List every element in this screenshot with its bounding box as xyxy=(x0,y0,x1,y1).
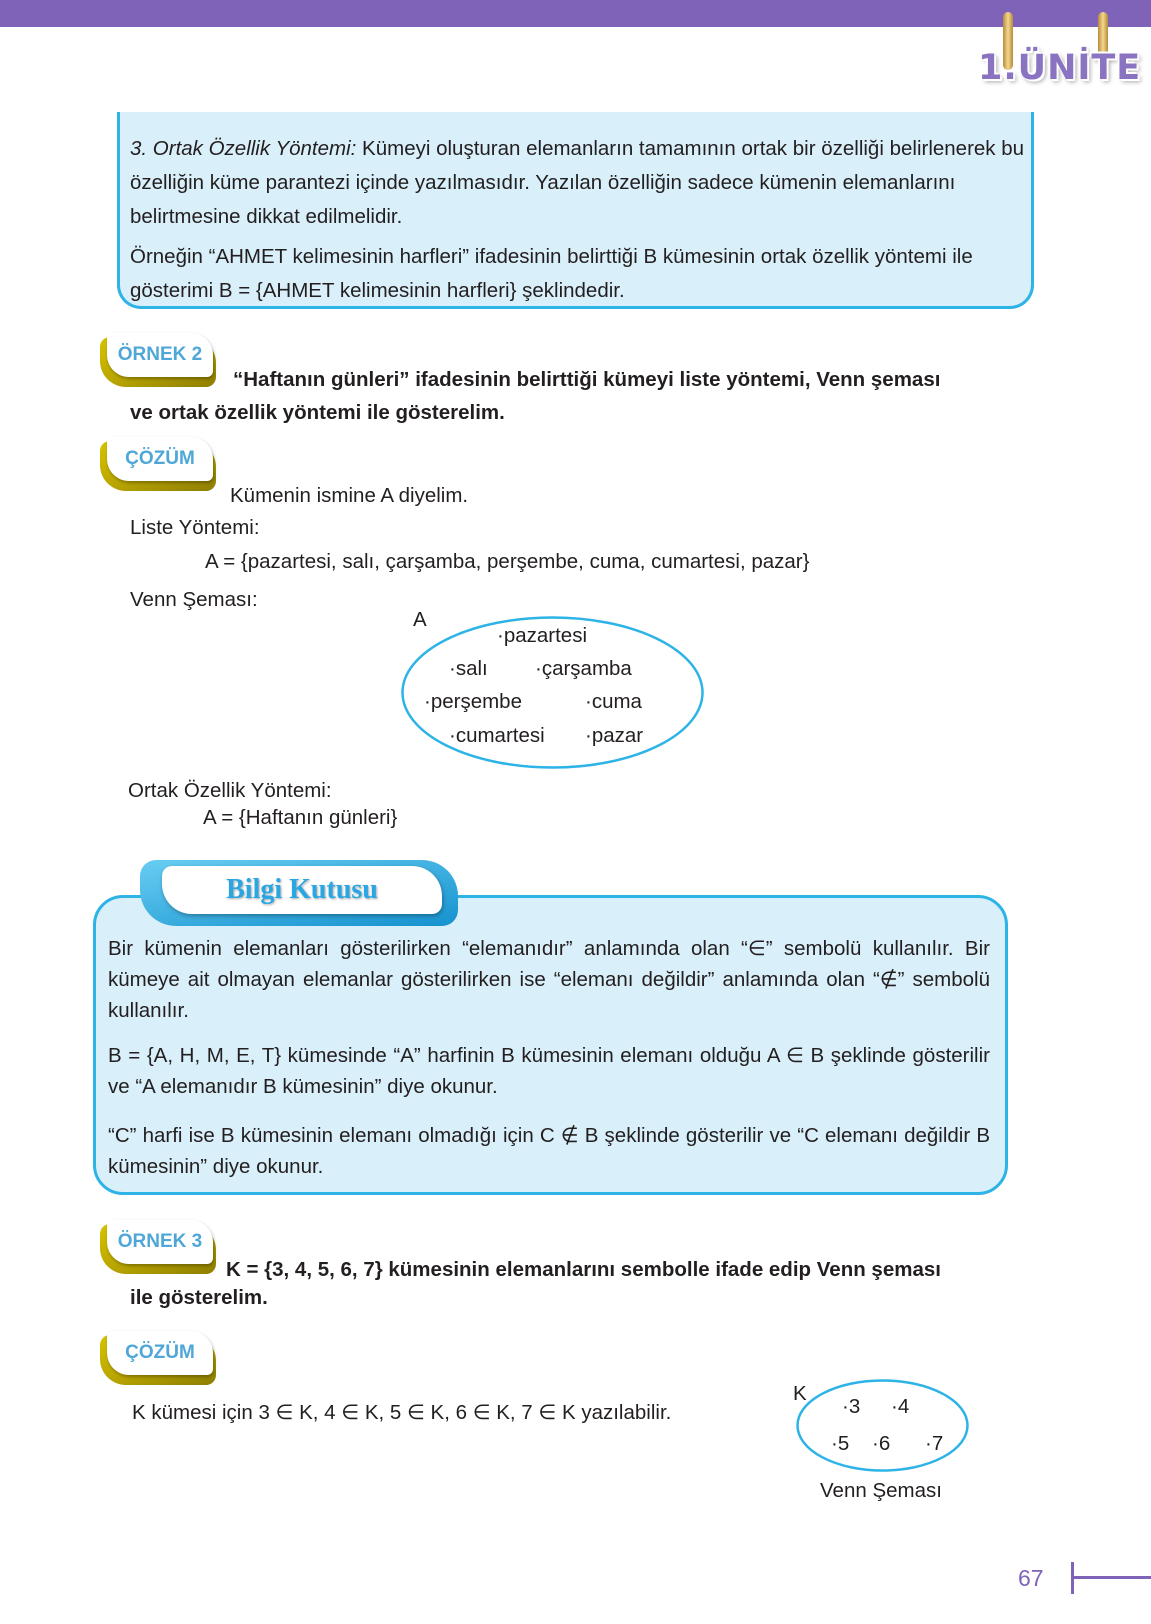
page-number: 67 xyxy=(1018,1565,1044,1591)
common-property-heading: Ortak Özellik Yöntemi: xyxy=(128,779,332,802)
venn-diagram-days xyxy=(400,615,705,770)
method-title: 3. Ortak Özellik Yöntemi: xyxy=(130,137,357,160)
venn-diagram-heading: Venn Şeması: xyxy=(130,588,258,611)
venn-set-label-k: K xyxy=(793,1382,807,1405)
solution-3-statement: K kümesi için 3 ∈ K, 4 ∈ K, 5 ∈ K, 6 ∈ K, 7 ∈ K yazılabilir. xyxy=(132,1401,672,1424)
venn-caption: Venn Şeması xyxy=(820,1479,942,1502)
page-marker-line xyxy=(1071,1576,1151,1579)
unit-label: 1.ÜNİTE xyxy=(978,48,1142,88)
example-2-question-line-2: ve ortak özellik yöntemi ile gösterelim. xyxy=(130,401,505,424)
example-2-label: ÖRNEK 2 xyxy=(117,344,203,365)
venn-element: ·3 xyxy=(842,1395,861,1418)
venn-element: ·cuma xyxy=(585,690,642,713)
venn-element: ·cumartesi xyxy=(449,724,545,747)
venn-element: ·6 xyxy=(872,1432,891,1455)
solution-3-tab xyxy=(100,1331,218,1387)
example-3-question-line-1: K = {3, 4, 5, 6, 7} kümesinin elemanlarını sembolle ifade edip Venn şeması xyxy=(226,1258,941,1281)
info-box-paragraph-1: Bir kümenin elemanları gösterilirken “elemanıdır” anlamında olan “∈” sembolü kullanılır. Bir kümeye ait olmayan elemanlar gösterilirken ise “elemanı değildir” anlamında olan “∉” sembolü kullanılır. xyxy=(108,937,990,1022)
method-paragraph-1 xyxy=(130,132,1030,234)
venn-element: ·perşembe xyxy=(424,690,522,713)
venn-element: ·5 xyxy=(831,1432,850,1455)
list-method-set: A = {pazartesi, salı, çarşamba, perşembe, cuma, cumartesi, pazar} xyxy=(205,550,810,573)
info-box-header xyxy=(140,860,458,926)
solution-2-label: ÇÖZÜM xyxy=(125,448,195,469)
info-box-title: Bilgi Kutusu xyxy=(226,874,378,905)
example-2-question-line-1: “Haftanın günleri” ifadesinin belirttiği kümeyi liste yöntemi, Venn şeması xyxy=(233,368,941,391)
method-description: Kümeyi oluşturan elemanların tamamının ortak bir özelliği belirlenerek bu özelliğin küme parantezi içinde yazılmasıdır. Yazılan özelliğin sadece kümenin elemanlarını belirtmesine dikkat edilmelidir. xyxy=(130,137,1025,228)
venn-diagram-k xyxy=(795,1378,970,1473)
solution-3-label: ÇÖZÜM xyxy=(125,1342,195,1363)
unit-badge xyxy=(978,12,1142,102)
venn-element: ·4 xyxy=(891,1395,910,1418)
venn-element: ·7 xyxy=(925,1432,944,1455)
venn-element: ·salı xyxy=(449,657,488,680)
venn-element: ·çarşamba xyxy=(535,657,632,680)
info-box-paragraph-2: B = {A, H, M, E, T} kümesinde “A” harfinin B kümesinin elemanı olduğu A ∈ B şeklinde gösterilir ve “A elemanıdır B kümesinin” diye okunur. xyxy=(108,1044,990,1098)
example-3-label: ÖRNEK 3 xyxy=(117,1231,203,1252)
venn-set-label-a: A xyxy=(413,608,427,631)
solution-2-intro: Kümenin ismine A diyelim. xyxy=(230,484,469,507)
common-property-set: A = {Haftanın günleri} xyxy=(203,806,398,829)
solution-2-tab xyxy=(100,437,218,493)
info-box-paragraph-3: “C” harfi ise B kümesinin elemanı olmadığı için C ∉ B şeklinde gösterilir ve “C elemanı değildir B kümesinin” diye okunur. xyxy=(108,1124,990,1178)
example-3-tab xyxy=(100,1220,218,1276)
venn-ellipse xyxy=(798,1381,968,1471)
list-method-heading: Liste Yöntemi: xyxy=(130,516,260,539)
example-3-question-line-2: ile gösterelim. xyxy=(130,1286,268,1309)
venn-element: ·pazartesi xyxy=(497,624,588,647)
venn-element: ·pazar xyxy=(585,724,644,747)
method-example-paragraph: Örneğin “AHMET kelimesinin harfleri” ifadesinin belirttiği B kümesinin ortak özellik yöntemi ile gösterimi B = {AHMET kelimesinin harfleri} şeklindedir. xyxy=(130,245,973,302)
example-2-tab xyxy=(100,333,218,389)
